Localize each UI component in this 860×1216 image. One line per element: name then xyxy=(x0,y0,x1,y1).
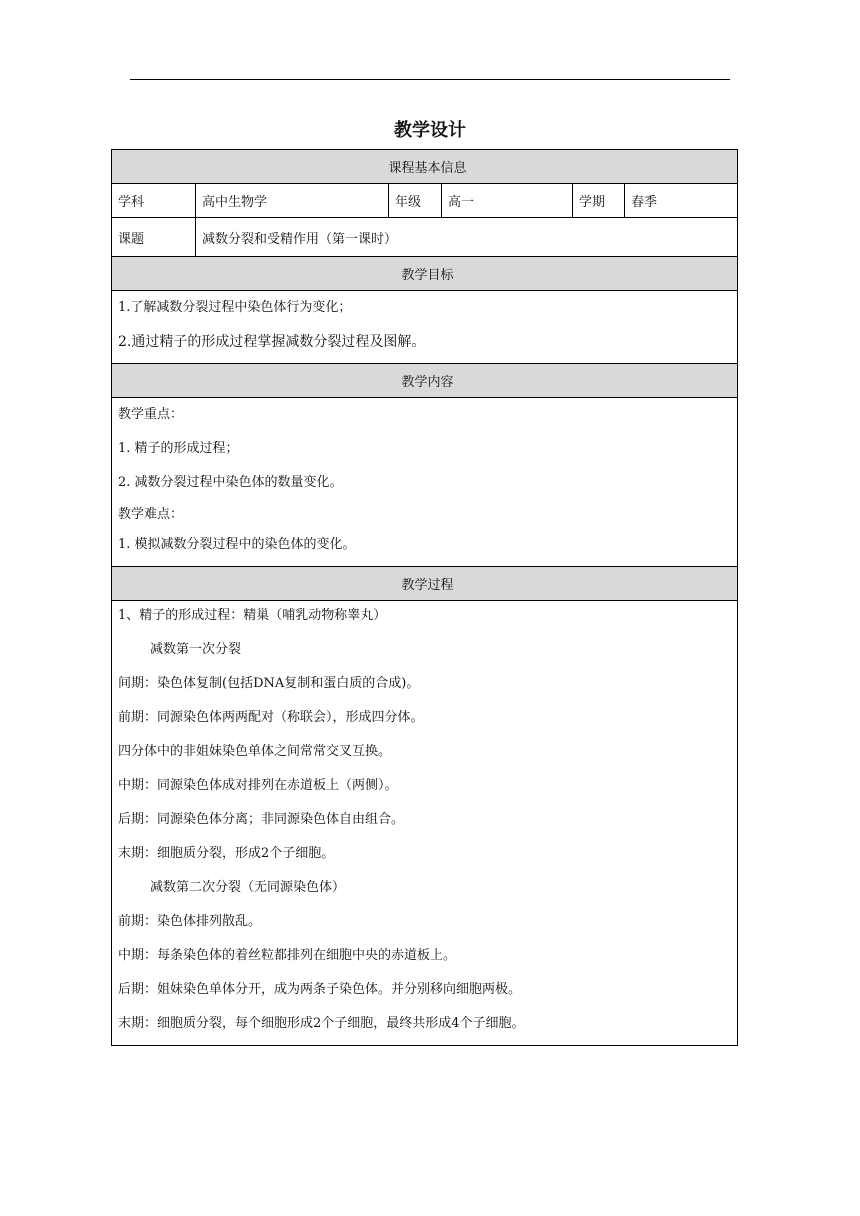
process-line: 1、精子的形成过程：精巢（哺乳动物称睾丸） xyxy=(118,608,387,623)
content-line: 1. 模拟减数分裂过程中的染色体的变化。 xyxy=(118,537,356,552)
content-cell xyxy=(112,398,738,567)
process-cell xyxy=(112,601,738,1046)
process-line: 末期：细胞质分裂，每个细胞形成2个子细胞，最终共形成4个子细胞。 xyxy=(118,1016,525,1031)
content-header: 教学内容 xyxy=(112,364,738,398)
content-header-row xyxy=(112,364,738,398)
process-line: 后期：同源染色体分离；非同源染色体自由组合。 xyxy=(118,812,405,827)
topic-label: 课题 xyxy=(112,218,196,257)
process-subheading: 减数第二次分裂（无同源染色体） xyxy=(150,880,346,895)
basic-info-header-row xyxy=(112,150,738,184)
process-line: 间期：染色体复制(包括DNA复制和蛋白质的合成)。 xyxy=(118,676,420,691)
process-row xyxy=(112,601,738,1046)
header-rule xyxy=(130,79,730,80)
basic-info-row xyxy=(112,184,738,218)
topic-value: 减数分裂和受精作用（第一课时） xyxy=(196,218,738,257)
process-subheading: 减数第一次分裂 xyxy=(150,642,242,657)
objectives-header-row xyxy=(112,257,738,291)
content-line: 教学重点： xyxy=(118,407,184,422)
process-header: 教学过程 xyxy=(112,567,738,601)
subject-value: 高中生物学 xyxy=(196,184,389,218)
content-line: 1. 精子的形成过程； xyxy=(118,441,239,456)
basic-info-header: 课程基本信息 xyxy=(112,150,738,184)
process-line: 后期：姐妹染色单体分开，成为两条子染色体。并分别移向细胞两极。 xyxy=(118,982,522,997)
subject-label: 学科 xyxy=(112,184,196,218)
lesson-plan-table xyxy=(111,149,738,1046)
grade-value: 高一 xyxy=(442,184,573,218)
term-label: 学期 xyxy=(573,184,625,218)
document-title: 教学设计 xyxy=(394,120,466,141)
process-line: 末期：细胞质分裂，形成2个子细胞。 xyxy=(118,846,335,861)
content-line: 2. 减数分裂过程中染色体的数量变化。 xyxy=(118,475,343,490)
process-line: 中期：每条染色体的着丝粒都排列在细胞中央的赤道板上。 xyxy=(118,948,457,963)
topic-row xyxy=(112,218,738,257)
process-line: 中期：同源染色体成对排列在赤道板上（两侧）。 xyxy=(118,778,398,793)
objectives-cell xyxy=(112,291,738,364)
content-line: 教学难点： xyxy=(118,507,184,522)
objectives-header: 教学目标 xyxy=(112,257,738,291)
content-row xyxy=(112,398,738,567)
objective-item: 1.了解减数分裂过程中染色体行为变化； xyxy=(118,300,352,315)
process-line: 前期：同源染色体两两配对（称联会），形成四分体。 xyxy=(118,710,424,725)
objective-item: 2.通过精子的形成过程掌握减数分裂过程及图解。 xyxy=(118,334,426,350)
grade-label: 年级 xyxy=(389,184,442,218)
process-line: 四分体中的非姐妹染色单体之间常常交叉互换。 xyxy=(118,744,392,759)
term-value: 春季 xyxy=(625,184,738,218)
process-header-row xyxy=(112,567,738,601)
objectives-row xyxy=(112,291,738,364)
process-line: 前期：染色体排列散乱。 xyxy=(118,914,262,929)
